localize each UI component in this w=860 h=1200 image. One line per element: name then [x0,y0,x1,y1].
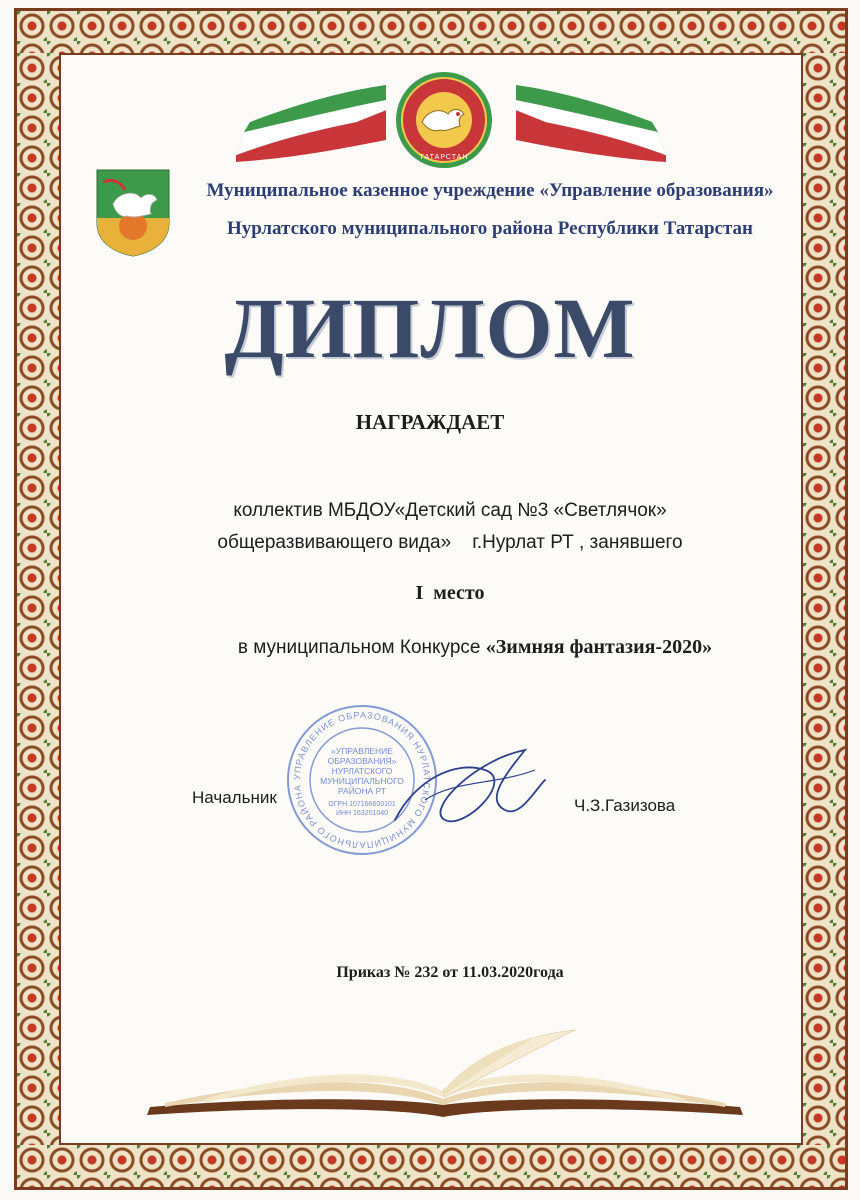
open-book-icon [145,1025,745,1120]
recipient-line-1: коллектив МБДОУ«Детский сад №3 «Светлячок» [233,500,667,521]
stamp-line-5: РАЙОНА РТ [337,786,387,796]
stamp-line-4: МУНИЦИПАЛЬНОГО [320,776,404,786]
tatarstan-emblem [388,70,500,170]
order-reference: Приказ № 232 от 11.03.2020года [336,964,564,981]
stamp-line-1: «УПРАВЛЕНИЕ [331,746,393,756]
contest-name: «Зимняя фантазия-2020» [485,636,713,658]
recipient-line-2: общеразвивающего вида» г.Нурлат РТ , занявшего [217,532,683,553]
emblem-ring-text: ТАТАРСТАН [419,154,469,161]
ornament-band-top [17,11,845,53]
handwritten-signature [385,740,555,840]
nurlat-coat-of-arms-icon [95,168,171,258]
contest-line [0,636,860,659]
contest-prefix: в муниципальном Конкурсе [237,637,486,658]
place-award: I место [415,582,485,604]
signatory-role: Начальник [192,788,277,807]
diploma-title: ДИПЛОМ [224,280,636,376]
ornament-band-bottom [17,1145,845,1187]
stamp-line-2: ОБРАЗОВАНИЯ» [327,756,397,766]
header-line-organization: Муниципальное казенное учреждение «Управление образования» [206,180,774,201]
stamp-ogrn: ОГРН 107166600101 [328,801,396,808]
awards-heading: НАГРАЖДАЕТ [355,410,505,434]
stamp-outer-text: УПРАВЛЕНИЕ ОБРАЗОВАНИЯ НУРЛАТСКОГО МУНИЦИПАЛЬНОГО РАЙОНА [291,709,433,851]
header-line-district: Нурлатского муниципального района Республики Татарстан [227,218,753,239]
stamp-line-3: НУРЛАТСКОГО [331,766,393,776]
signatory-name: Ч.З.Газизова [574,796,676,815]
stamp-inn: ИНН 163201040 [335,810,389,817]
